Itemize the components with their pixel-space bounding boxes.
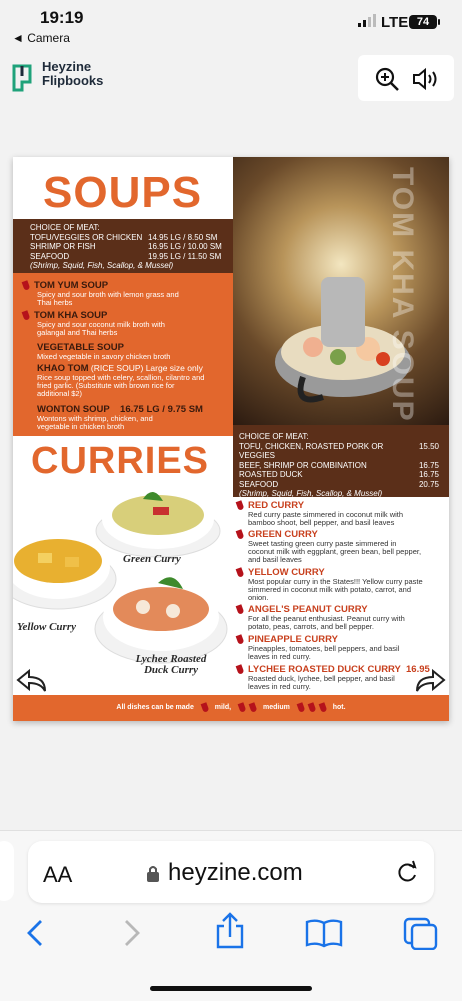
meat-price: 16.95 LG / 10.00 SM	[148, 242, 222, 251]
legend-hot: hot.	[332, 704, 346, 711]
zoom-in-icon[interactable]	[374, 66, 400, 92]
soup-desc: Spicy and sour coconut milk broth with galangal and Thai herbs	[37, 320, 165, 337]
url-text[interactable]: heyzine.com	[168, 859, 303, 886]
menu-page[interactable]	[13, 157, 449, 721]
soup-name: TOM YUM SOUP	[34, 280, 109, 291]
soup-size-note: (RICE SOUP) Large size only	[88, 363, 203, 373]
tabs-icon[interactable]	[402, 916, 438, 950]
soup-desc: Spicy and sour broth with lemon grass and Thai herbs	[37, 290, 179, 307]
soup-meat-label: CHOICE OF MEAT:	[30, 223, 100, 232]
curry-item	[237, 634, 447, 661]
yellow-curry-label: Yellow Curry	[17, 621, 76, 633]
chili-icon	[236, 604, 245, 615]
lychee-curry-label: Lychee Roasted Duck Curry	[135, 653, 207, 676]
curry-meat-row	[239, 442, 439, 461]
meat-name: SEAFOOD	[239, 479, 279, 489]
reload-icon[interactable]	[395, 859, 419, 885]
curry-meat-label: CHOICE OF MEAT:	[239, 432, 309, 441]
soup-name: KHAO TOM	[37, 363, 89, 374]
meat-name: BEEF, SHRIMP OR COMBINATION	[239, 460, 367, 470]
brand-line1: Heyzine	[42, 59, 92, 74]
home-indicator	[150, 986, 312, 991]
forward-icon[interactable]	[122, 918, 142, 948]
chili-icon	[238, 702, 247, 713]
previous-tab-edge[interactable]	[0, 841, 14, 901]
curry-item	[237, 567, 447, 602]
chili-icon	[236, 664, 245, 675]
sound-icon[interactable]	[412, 67, 440, 91]
curry-name: YELLOW CURRY	[248, 567, 325, 578]
chili-icon	[296, 702, 305, 713]
soup-name: VEGETABLE SOUP	[37, 342, 124, 353]
signal-icon	[358, 14, 378, 28]
curry-name: PINEAPPLE CURRY	[248, 634, 338, 645]
legend-prefix: All dishes can be made	[116, 704, 194, 711]
soup-seafood-note: (Shrimp, Squid, Fish, Scallop, & Mussel)	[30, 261, 174, 270]
curry-desc: Roasted duck, lychee, bell pepper, and basil leaves in red curry.	[248, 674, 395, 691]
soup-meat-row	[30, 242, 233, 252]
toolbar	[358, 55, 454, 101]
curry-desc: Pineapples, tomatoes, bell peppers, and basil leaves in red curry.	[248, 644, 400, 661]
curry-item	[237, 604, 447, 631]
meat-name: SEAFOOD	[30, 251, 70, 261]
heyzine-logo-icon[interactable]	[10, 62, 34, 94]
reader-options-button[interactable]: AA	[43, 862, 73, 887]
curry-meat-row	[239, 470, 439, 480]
curry-item	[237, 500, 447, 527]
meat-price: 20.75	[418, 479, 439, 489]
soup-meat-row	[30, 233, 233, 243]
soup-price: 16.75 LG / 9.75 SM	[109, 404, 203, 415]
curry-desc: For all the peanut enthusiast. Peanut curry with potato, peas, carrots, and bell pepper.	[248, 614, 405, 631]
chili-icon	[200, 702, 209, 713]
photo-caption: TOM KHA SOUP	[386, 167, 419, 423]
soup-meat-options	[13, 219, 233, 273]
curry-desc: Sweet tasting green curry paste simmered in coconut milk with eggplant, green bean, bell pepper, and basil leaves	[248, 539, 422, 564]
meat-name: TOFU, CHICKEN, ROASTED PORK OR VEGGIES	[239, 441, 384, 460]
legend-medium: medium	[263, 704, 290, 711]
brand-line2: Flipbooks	[42, 73, 104, 88]
network-type: LTE	[381, 14, 409, 31]
chili-icon	[249, 702, 258, 713]
clock: 19:19	[40, 8, 84, 27]
soup-desc: Wontons with shrimp, chicken, and vegetable in chicken broth	[37, 414, 153, 431]
battery-tip	[438, 19, 440, 25]
lock-icon	[146, 865, 160, 883]
chili-icon	[236, 500, 245, 511]
soup-desc: Mixed vegetable in savory chicken broth	[37, 352, 171, 361]
battery-icon: 74	[409, 15, 437, 29]
meat-price: 16.75	[418, 470, 439, 479]
soup-name: TOM KHA SOUP	[34, 310, 108, 321]
curry-name: LYCHEE ROASTED DUCK CURRY	[248, 664, 401, 675]
curry-desc: Most popular curry in the States!!! Yellow curry paste simmered in coconut milk with potato, carrot, and onion.	[248, 577, 423, 602]
soup-item	[37, 342, 170, 361]
chili-icon	[307, 702, 316, 713]
curry-meat-row	[239, 480, 439, 490]
chili-icon	[22, 310, 31, 321]
brand-name[interactable]	[42, 60, 103, 88]
curry-meat-row	[239, 461, 439, 471]
curries-title: CURRIES	[31, 440, 210, 482]
meat-price: 16.75	[418, 460, 439, 470]
soup-meat-row	[30, 252, 233, 262]
curry-name: RED CURRY	[248, 500, 305, 511]
meat-price: 19.95 LG / 11.50 SM	[148, 251, 222, 261]
chili-icon	[22, 280, 31, 291]
chili-icon	[236, 634, 245, 645]
spice-level-legend	[13, 695, 449, 721]
soup-item	[37, 363, 207, 398]
curry-name: GREEN CURRY	[248, 529, 318, 540]
curry-name: ANGEL'S PEANUT CURRY	[248, 604, 368, 615]
curry-seafood-note: (Shrimp, Squid, Fish, Scallop, & Mussel)	[239, 489, 383, 498]
soup-item	[23, 310, 187, 337]
chili-icon	[318, 702, 327, 713]
soup-item	[23, 280, 187, 307]
chili-icon	[236, 529, 245, 540]
soup-item	[37, 404, 203, 431]
soup-name: WONTON SOUP	[37, 404, 110, 415]
back-icon[interactable]	[25, 918, 45, 948]
chili-icon	[236, 567, 245, 578]
meat-name: SHRIMP OR FISH	[30, 242, 96, 251]
soups-title: SOUPS	[43, 168, 203, 217]
green-curry-label: Green Curry	[123, 553, 181, 565]
curry-meat-options	[233, 425, 449, 497]
share-icon[interactable]	[214, 912, 246, 950]
meat-price: 14.95 LG / 8.50 SM	[148, 232, 218, 242]
bookmarks-icon[interactable]	[304, 917, 344, 949]
curry-item	[237, 529, 447, 564]
back-to-camera-link[interactable]: ◄ Camera	[12, 31, 70, 45]
meat-name: TOFU/VEGGIES OR CHICKEN	[30, 232, 143, 242]
soup-list	[13, 273, 233, 436]
curry-price: 16.95	[400, 664, 430, 675]
soup-desc: Rice soup topped with celery, scallion, cilantro and fried garlic. (Substitute with brown rice for additional $2)	[37, 373, 205, 398]
curry-desc: Red curry paste simmered in coconut milk with bamboo shoot, bell pepper, and basil leaves	[248, 510, 404, 527]
previous-page-icon[interactable]	[15, 667, 49, 695]
legend-mild: mild,	[214, 704, 232, 711]
meat-price: 15.50	[418, 441, 439, 451]
meat-name: ROASTED DUCK	[239, 470, 303, 479]
next-page-icon[interactable]	[413, 667, 447, 695]
